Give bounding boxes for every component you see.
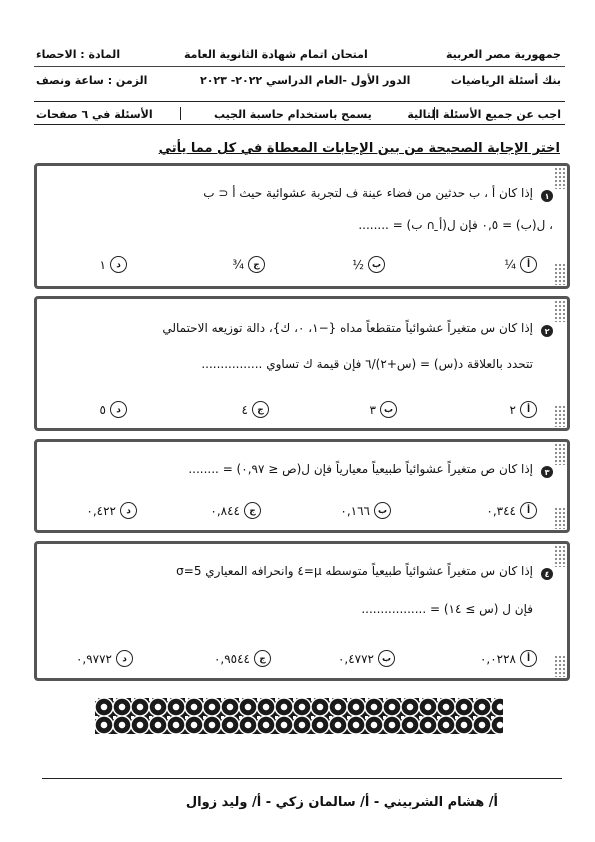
- option-letter: ب: [374, 502, 391, 519]
- option-letter: ج: [244, 502, 261, 519]
- option-value: ٠,١٦٦: [340, 503, 370, 518]
- option-value: ¾: [232, 257, 244, 272]
- question-text: إذا كان س متغيراً عشوائياً طبيعياً متوسطه μ=٤ وانحرافه المعياري σ=5: [176, 564, 533, 578]
- decorative-border: [95, 698, 503, 734]
- option-letter: أ: [520, 502, 537, 519]
- option-value: ٥: [99, 402, 106, 417]
- option-letter: ج: [252, 401, 269, 418]
- option-c[interactable]: [210, 502, 261, 519]
- question-number: ٢: [541, 325, 553, 337]
- question-text: إذا كان ص متغيراً عشوائياً طبيعياً معيارياً فإن ل(ص ≤ ٠,٩٧) = ........: [188, 462, 533, 476]
- option-b[interactable]: [338, 650, 395, 667]
- option-d[interactable]: [100, 256, 127, 273]
- question-box-1: [34, 163, 570, 289]
- option-a[interactable]: [486, 502, 537, 519]
- option-letter: د: [110, 401, 127, 418]
- option-value: ٤: [241, 402, 248, 417]
- authors-footer: أ/ هشام الشربيني - أ/ سالمان زكي - أ/ وليد زوال: [185, 795, 498, 810]
- question-number: ٤: [541, 568, 553, 580]
- option-value: ٠,٤٢٢: [86, 503, 116, 518]
- option-value: ٠,٤٧٧٢: [337, 651, 374, 666]
- question-text: ، ل(ب) = ٠,٥ فإن ل(أ̱ ∩ ب) = ........: [358, 218, 553, 232]
- option-value: ٣: [369, 402, 376, 417]
- option-letter: د: [110, 256, 127, 273]
- instruction: اختر الإجابة الصحيحة من بين الإجابات المعطاة في كل مما يأتي: [158, 141, 560, 156]
- time-label: الزمن : ساعة ونصف: [36, 74, 148, 87]
- option-c[interactable]: [242, 401, 269, 418]
- option-a[interactable]: [504, 256, 537, 273]
- pages-label: الأسئلة في ٦ صفحات: [36, 108, 153, 121]
- bank-label: بنك أسئلة الرياضيات: [450, 74, 561, 87]
- option-letter: ج: [248, 256, 265, 273]
- option-value: ٠,٩٥٤٤: [213, 651, 250, 666]
- question-box-4: [34, 541, 570, 681]
- option-a[interactable]: [480, 650, 537, 667]
- footer-divider: [42, 778, 562, 779]
- option-d[interactable]: [100, 401, 127, 418]
- question-text: إذا كان س متغيراً عشوائياً متقطعاً مداه {−١، ٠، ك}، دالة توزيعه الاحتمالي: [162, 321, 533, 335]
- option-c[interactable]: [232, 256, 265, 273]
- exam-title: امتحان اتمام شهادة الثانوية العامة: [184, 48, 368, 61]
- question-text: فإن ل (س ≥ ١٤) = .................: [361, 602, 533, 616]
- question-text: تتحدد بالعلاقة د(س) = (س+٢)/٦ فإن قيمة ك تساوي ................: [201, 357, 533, 371]
- option-value: ٠,٠٢٢٨: [479, 651, 516, 666]
- header-divider: [34, 66, 565, 67]
- question-box-2: [34, 296, 570, 431]
- option-letter: ب: [378, 650, 395, 667]
- option-value: ٠,٣٤٤: [486, 503, 516, 518]
- option-b[interactable]: [340, 502, 391, 519]
- header-divider: [34, 101, 565, 102]
- answer-all-label: اجب عن جميع الأسئلة التالية: [407, 108, 561, 121]
- option-letter: أ: [520, 256, 537, 273]
- question-box-3: [34, 439, 570, 533]
- question-number: ٣: [541, 466, 553, 478]
- option-value: ٠,٨٤٤: [210, 503, 240, 518]
- subject-label: المادة : الاحصاء: [36, 48, 121, 61]
- header-divider: [180, 107, 181, 120]
- question-text: إذا كان أ ، ب حدثين من فضاء عينة ف لتجربة عشوائية حيث أ ⊂ ب: [203, 186, 533, 200]
- option-d[interactable]: [86, 502, 137, 519]
- option-letter: أ: [520, 401, 537, 418]
- session-label: الدور الأول -العام الدراسي ٢٠٢٢- ٢٠٢٣: [200, 74, 411, 87]
- option-value: ٢: [509, 402, 516, 417]
- calculator-label: يسمح باستخدام حاسبة الجيب: [214, 108, 372, 121]
- option-letter: ب: [368, 256, 385, 273]
- option-value: ١: [99, 257, 106, 272]
- option-b[interactable]: [352, 256, 385, 273]
- option-c[interactable]: [214, 650, 271, 667]
- option-letter: ج: [254, 650, 271, 667]
- option-value: ½: [352, 257, 364, 272]
- option-value: ¼: [504, 257, 516, 272]
- option-d[interactable]: [76, 650, 133, 667]
- country-label: جمهورية مصر العربية: [446, 48, 561, 61]
- option-a[interactable]: [510, 401, 537, 418]
- header-divider: [34, 124, 565, 125]
- option-letter: د: [120, 502, 137, 519]
- option-letter: ب: [380, 401, 397, 418]
- option-letter: د: [116, 650, 133, 667]
- question-number: ١: [541, 190, 553, 202]
- option-letter: أ: [520, 650, 537, 667]
- option-b[interactable]: [370, 401, 397, 418]
- option-value: ٠,٩٧٧٢: [75, 651, 112, 666]
